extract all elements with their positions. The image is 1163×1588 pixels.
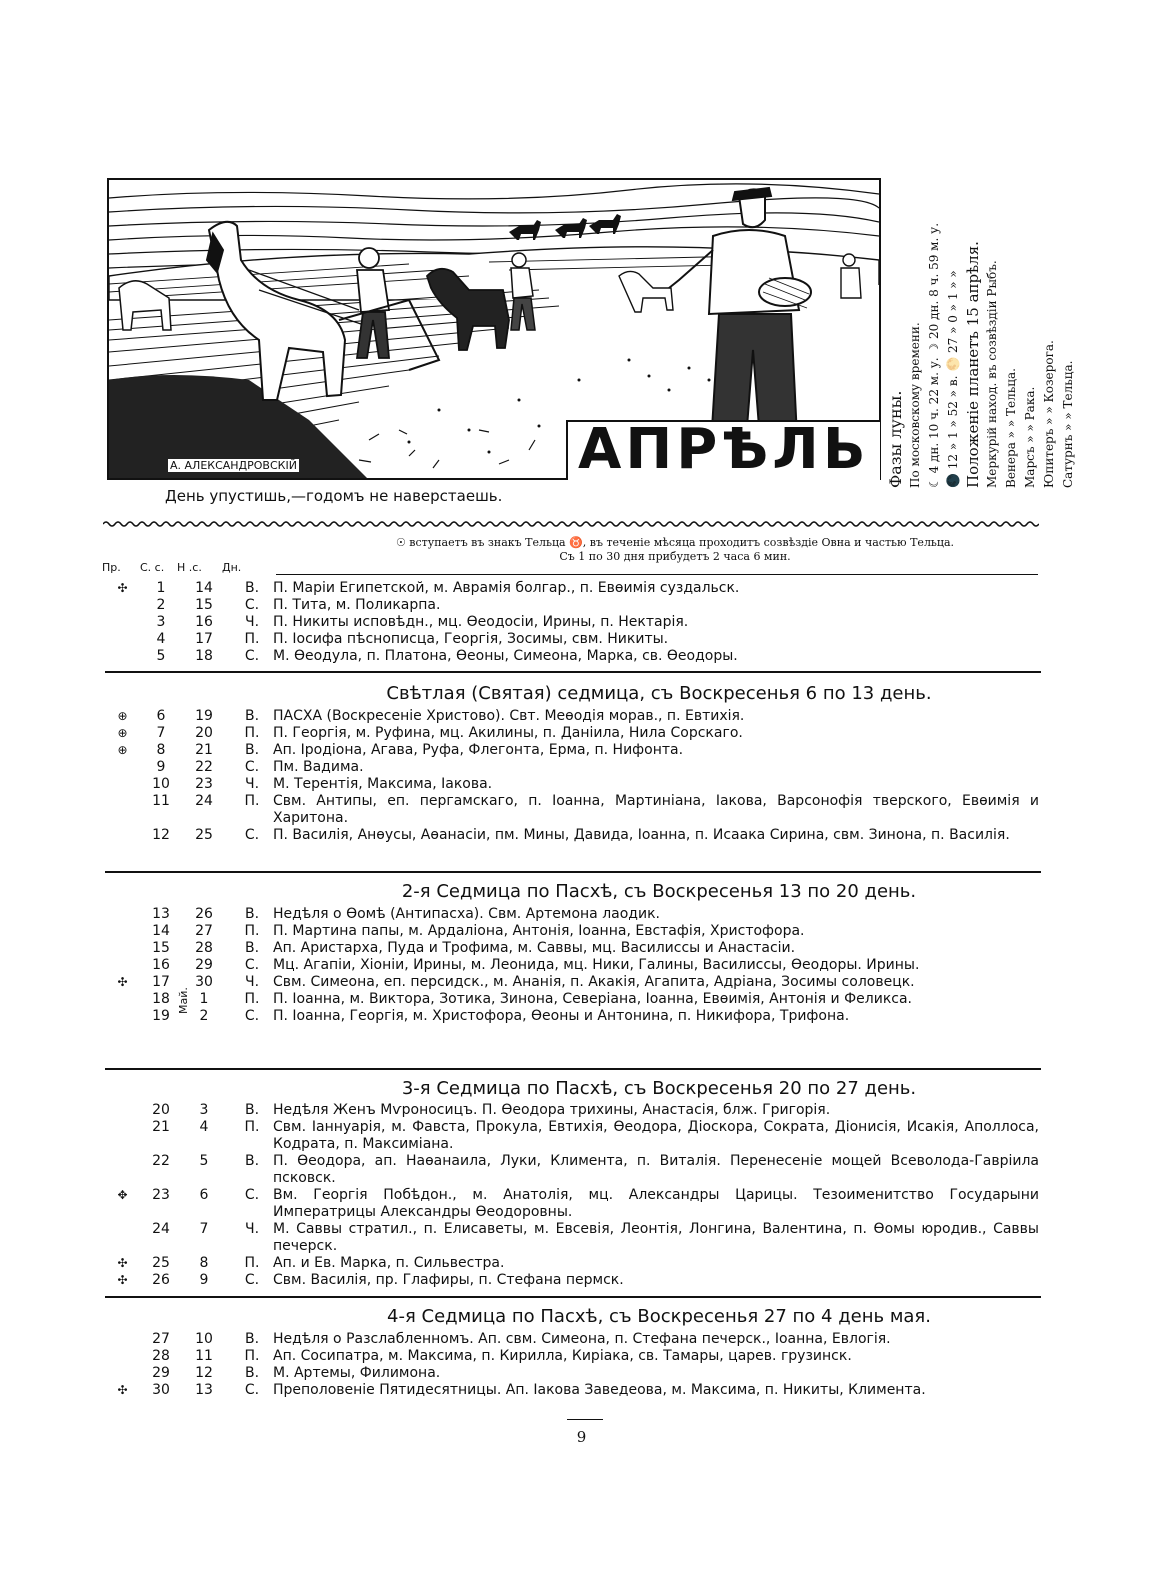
new-style-date: 11 (195, 1348, 213, 1364)
day-row (100, 1153, 1039, 1187)
old-style-date: 5 (156, 648, 166, 664)
old-style-date: 24 (152, 1221, 170, 1237)
month-title-box (566, 417, 880, 482)
day-row (100, 1221, 1039, 1255)
day-row (100, 614, 1039, 631)
page-number: 9 (576, 1428, 587, 1446)
new-style-date: 19 (195, 708, 213, 724)
day-marker (100, 597, 145, 614)
day-row (100, 1331, 1039, 1348)
weekday: В. (244, 1365, 260, 1381)
old-style-date: 2 (156, 597, 166, 613)
day-marker: ⊕ (117, 743, 128, 757)
saints-text: Недѣля Женъ Мѵроносицъ. П. Ѳеодора трихины, Анастасія, блж. Григорія. (273, 1102, 831, 1118)
phase-line-1: ☾ 4 дн. 10 ч. 22 м. у. ☽ 20 дн. 8 ч. 59 м. у. (927, 222, 941, 488)
old-style-date: 12 (152, 827, 170, 843)
old-style-date: 19 (152, 1008, 170, 1024)
day-marker: ✣ (117, 1256, 128, 1270)
weekday: Ч. (244, 614, 260, 630)
saints-text: П. Василія, Анѳусы, Аѳанасіи, пм. Мины, Давида, Іоанна, п. Исаака Сирина, свм. Зинона, п. Василія. (273, 827, 1010, 843)
new-style-date: 7 (199, 1221, 209, 1237)
weekday: С. (244, 957, 260, 973)
day-marker (100, 1221, 145, 1255)
day-row (100, 725, 1039, 742)
new-style-date: 16 (195, 614, 213, 630)
day-marker (100, 1153, 145, 1187)
new-style-date: 1 (199, 991, 209, 1007)
planet-line: Марсъ » » Рака. (1023, 386, 1037, 488)
new-style-date: 23 (195, 776, 213, 792)
weekday: П. (244, 631, 260, 647)
saints-text: Пм. Вадима. (273, 759, 364, 775)
new-style-date: 30 (195, 974, 213, 990)
day-row (100, 957, 1039, 974)
new-style-date: 5 (199, 1153, 209, 1169)
new-style-date: 20 (195, 725, 213, 741)
artist-signature: А. АЛЕКСАНДРОВСКІЙ (170, 459, 297, 472)
old-style-date: 14 (152, 923, 170, 939)
saints-text: Ап. и Ев. Марка, п. Сильвестра. (273, 1255, 505, 1271)
day-marker (100, 1348, 145, 1365)
may-label: Май. (177, 987, 190, 1014)
weekday: В. (244, 708, 260, 724)
day-row (100, 1382, 1039, 1399)
day-marker (100, 793, 145, 827)
weekday: П. (244, 1255, 260, 1271)
day-marker (100, 906, 145, 923)
days-block-5 (100, 1331, 1039, 1399)
weekday: С. (244, 1008, 260, 1024)
old-style-date: 17 (152, 974, 170, 990)
weekday: В. (244, 580, 260, 596)
new-style-date: 21 (195, 742, 213, 758)
old-style-date: 30 (152, 1382, 170, 1398)
day-marker: ⊕ (117, 709, 128, 723)
saints-text: П. Іоанна, м. Виктора, Зотика, Зинона, Северіана, Іоанна, Евѳимія, Антонія и Феликса. (273, 991, 912, 1007)
old-style-date: 4 (156, 631, 166, 647)
page-number-rule (567, 1419, 603, 1420)
weekday: П. (244, 923, 260, 939)
weekday: В. (244, 1153, 260, 1169)
day-row (100, 1255, 1039, 1272)
old-style-date: 1 (156, 580, 166, 596)
saints-text: М. Ѳеодула, п. Платона, Ѳеоны, Симеона, Марка, св. Ѳеодоры. (273, 648, 738, 664)
day-marker: ✣ (117, 1273, 128, 1287)
old-style-date: 11 (152, 793, 170, 809)
saints-text: Вм. Георгія Побѣдон., м. Анатолія, мц. Александры Царицы. Тезоименитство Государыни Императрицы Александры Ѳеодоровны. (273, 1187, 1039, 1220)
new-style-date: 26 (195, 906, 213, 922)
weekday: В. (244, 906, 260, 922)
old-style-date: 3 (156, 614, 166, 630)
new-style-date: 12 (195, 1365, 213, 1381)
old-style-date: 21 (152, 1119, 170, 1135)
day-marker (100, 940, 145, 957)
weekday: П. (244, 1348, 260, 1364)
week-title: Свѣтлая (Святая) седмица, съ Воскресенья 6 по 13 день. (386, 683, 932, 704)
day-marker (100, 648, 145, 665)
new-style-date: 22 (195, 759, 213, 775)
old-style-date: 7 (156, 725, 166, 741)
old-style-date: 13 (152, 906, 170, 922)
day-marker (100, 776, 145, 793)
weekday: С. (244, 1187, 260, 1203)
new-style-date: 6 (199, 1187, 209, 1203)
weekday: П. (244, 725, 260, 741)
day-marker: ✥ (117, 1188, 128, 1202)
day-row (100, 742, 1039, 759)
old-style-date: 10 (152, 776, 170, 792)
planets-title: Положеніе планетъ 15 апрѣля. (964, 241, 982, 488)
day-row (100, 708, 1039, 725)
new-style-date: 28 (195, 940, 213, 956)
day-marker (100, 957, 145, 974)
weekday: П. (244, 793, 260, 809)
column-header-dn: Дн. (222, 561, 242, 574)
weekday: В. (244, 940, 260, 956)
week-separator (105, 671, 1041, 673)
saints-text: Ап. Іродіона, Агава, Руфа, Флегонта, Ерма, п. Нифонта. (273, 742, 684, 758)
day-row (100, 906, 1039, 923)
sun-note-line-1: ☉ вступаетъ въ знакъ Тельца ♉, въ теченіе мѣсяца проходитъ созвѣздіе Овна и частью Тельца. (395, 536, 955, 549)
saints-text: П. Іосифа пѣснописца, Георгія, Зосимы, свм. Никиты. (273, 631, 669, 647)
new-style-date: 18 (195, 648, 213, 664)
days-block-2 (100, 708, 1039, 844)
planet-line: Юпитеръ » » Козерога. (1042, 340, 1056, 488)
day-row (100, 1348, 1039, 1365)
day-marker: ✣ (117, 1383, 128, 1397)
new-style-date: 14 (195, 580, 213, 596)
saints-text: Мц. Агапіи, Хіоніи, Ирины, м. Леонида, мц. Ники, Галины, Василиссы, Ѳеодоры. Ирины. (273, 957, 920, 973)
saints-text: М. Артемы, Филимона. (273, 1365, 441, 1381)
phases-title: Фазы луны. (886, 390, 905, 488)
day-row (100, 991, 1039, 1008)
day-marker: ✣ (117, 581, 128, 595)
weekday: Ч. (244, 974, 260, 990)
weekday: П. (244, 991, 260, 1007)
old-style-date: 15 (152, 940, 170, 956)
day-row (100, 1008, 1039, 1025)
saints-text: ПАСХА (Воскресеніе Христово). Свт. Меѳодія морав., п. Евтихія. (273, 708, 745, 724)
new-style-date: 4 (199, 1119, 209, 1135)
old-style-date: 29 (152, 1365, 170, 1381)
old-style-date: 26 (152, 1272, 170, 1288)
new-style-date: 10 (195, 1331, 213, 1347)
old-style-date: 22 (152, 1153, 170, 1169)
day-row (100, 1102, 1039, 1119)
day-marker (100, 614, 145, 631)
saints-text: М. Терентія, Максима, Іакова. (273, 776, 493, 792)
saints-text: П. Георгія, м. Руфина, мц. Акилины, п. Даніила, Нила Сорскаго. (273, 725, 743, 741)
column-header-ss: С. с. (140, 561, 165, 574)
weekday: С. (244, 597, 260, 613)
days-block-4 (100, 1102, 1039, 1289)
saints-text: Свм. Симеона, еп. персидск., м. Ананія, п. Акакія, Агапита, Адріана, Зосимы соловецк. (273, 974, 915, 990)
saints-text: Недѣля о Разслабленномъ. Ап. свм. Симеона, п. Стефана печерск., Іоанна, Евлогія. (273, 1331, 891, 1347)
planet-line: Сатурнъ » » Тельца. (1061, 360, 1075, 488)
day-marker (100, 1008, 145, 1025)
week-separator (105, 1068, 1041, 1070)
saints-text: Свм. Антипы, еп. пергамскаго, п. Іоанна, Мартиніана, Іакова, Варсонофія тверского, Евѳимія и Харитона. (273, 793, 1039, 826)
day-row (100, 974, 1039, 991)
weekday: С. (244, 759, 260, 775)
new-style-date: 27 (195, 923, 213, 939)
day-marker: ⊕ (117, 726, 128, 740)
sun-sign-note (305, 536, 1045, 564)
new-style-date: 2 (199, 1008, 209, 1024)
column-header-pr: Пр. (102, 561, 121, 574)
day-row (100, 776, 1039, 793)
old-style-date: 9 (156, 759, 166, 775)
day-marker (100, 923, 145, 940)
week-title: 3-я Седмица по Пасхѣ, съ Воскресенья 20 по 27 день. (401, 1078, 917, 1099)
old-style-date: 20 (152, 1102, 170, 1118)
day-marker (100, 1102, 145, 1119)
day-row (100, 1119, 1039, 1153)
old-style-date: 25 (152, 1255, 170, 1271)
planet-line: Меркурій наход. въ созвѣздіи Рыбъ. (985, 260, 999, 488)
day-row (100, 597, 1039, 614)
old-style-date: 16 (152, 957, 170, 973)
header-rule (276, 574, 1038, 575)
day-row (100, 759, 1039, 776)
old-style-date: 18 (152, 991, 170, 1007)
day-row (100, 827, 1039, 844)
weekday: С. (244, 1272, 260, 1288)
day-row (100, 793, 1039, 827)
week-title: 2-я Седмица по Пасхѣ, съ Воскресенья 13 по 20 день. (401, 881, 917, 902)
old-style-date: 27 (152, 1331, 170, 1347)
new-style-date: 17 (195, 631, 213, 647)
planet-line: Венера » » Тельца. (1004, 368, 1018, 488)
wavy-divider (103, 520, 1039, 528)
old-style-date: 8 (156, 742, 166, 758)
saints-text: Ап. Сосипатра, м. Максима, п. Кирилла, Киріака, св. Тамары, царев. грузинск. (273, 1348, 852, 1364)
weekday: С. (244, 648, 260, 664)
week-title: 4-я Седмица по Пасхѣ, съ Воскресенья 27 по 4 день мая. (387, 1306, 931, 1327)
moon-phases-panel (886, 170, 1075, 488)
saints-text: П. Маріи Египетской, м. Аврамія болгар., п. Евѳимія суздальск. (273, 580, 740, 596)
day-marker (100, 1331, 145, 1348)
days-block-1 (100, 580, 1039, 665)
week-separator (105, 871, 1041, 873)
saints-text: П. Мартина папы, м. Ардаліона, Антонія, Іоанна, Евстафія, Христофора. (273, 923, 805, 939)
new-style-date: 25 (195, 827, 213, 843)
old-style-date: 28 (152, 1348, 170, 1364)
saints-text: Свм. Василія, пр. Глафиры, п. Стефана пермск. (273, 1272, 624, 1288)
phase-line-2: 🌑 12 » 1 » 52 » в. 🌕 27 » 0 » 1 » » (946, 270, 960, 488)
new-style-date: 9 (199, 1272, 209, 1288)
day-row (100, 1187, 1039, 1221)
month-title: АПРѢЛЬ (578, 417, 870, 482)
day-marker (100, 1365, 145, 1382)
weekday: С. (244, 1382, 260, 1398)
new-style-date: 24 (195, 793, 213, 809)
weekday: В. (244, 742, 260, 758)
saints-text: П. Тита, м. Поликарпа. (273, 597, 441, 613)
new-style-date: 29 (195, 957, 213, 973)
old-style-date: 23 (152, 1187, 170, 1203)
old-style-date: 6 (156, 708, 166, 724)
saints-text: М. Саввы стратил., п. Елисаветы, м. Евсевія, Леонтія, Лонгина, Валентина, п. Ѳомы юродив., Саввы печерск. (273, 1221, 1039, 1254)
weekday: Ч. (244, 1221, 260, 1237)
days-block-3 (100, 906, 1039, 1025)
day-row (100, 631, 1039, 648)
saints-text: П. Іоанна, Георгія, м. Христофора, Ѳеоны и Антонина, п. Никифора, Трифона. (273, 1008, 850, 1024)
weekday: Ч. (244, 776, 260, 792)
weekday: П. (244, 1119, 260, 1135)
saints-text: П. Ѳеодора, ап. Наѳанаила, Луки, Климента, п. Виталія. Перенесеніе мощей Всеволода-Гавріила псковск. (273, 1153, 1039, 1186)
day-row (100, 940, 1039, 957)
proverb: День упустишь,—годомъ не наверстаешь. (165, 487, 503, 505)
new-style-date: 8 (199, 1255, 209, 1271)
weekday: В. (244, 1331, 260, 1347)
day-marker (100, 991, 145, 1008)
column-header-ns: Н .с. (177, 561, 202, 574)
phases-subtitle: По московскому времени. (908, 322, 922, 488)
sun-note-line-2: Съ 1 по 30 дня прибудетъ 2 часа 6 мин. (559, 550, 791, 563)
day-row (100, 1365, 1039, 1382)
day-row (100, 580, 1039, 597)
day-row (100, 923, 1039, 940)
saints-text: Ап. Аристарха, Пуда и Трофима, м. Саввы, мц. Василиссы и Анастасіи. (273, 940, 796, 956)
saints-text: П. Никиты исповѣдн., мц. Ѳеодосіи, Ирины, п. Нектарія. (273, 614, 689, 630)
saints-text: Преполовеніе Пятидесятницы. Ап. Іакова Заведеова, м. Максима, п. Никиты, Климента. (273, 1382, 926, 1398)
day-marker (100, 827, 145, 844)
new-style-date: 3 (199, 1102, 209, 1118)
weekday: С. (244, 827, 260, 843)
day-marker: ✣ (117, 975, 128, 989)
new-style-date: 15 (195, 597, 213, 613)
new-style-date: 13 (195, 1382, 213, 1398)
week-separator (105, 1296, 1041, 1298)
day-marker (100, 759, 145, 776)
saints-text: Свм. Іаннуарія, м. Фавста, Прокула, Евтихія, Ѳеодора, Діоскора, Сократа, Діонисія, Исакія, Аполлоса, Кодрата, п. Максиміана. (273, 1119, 1039, 1152)
saints-text: Недѣля о Ѳомѣ (Антипасха). Свм. Артемона лаодик. (273, 906, 660, 922)
day-marker (100, 631, 145, 648)
day-marker (100, 1119, 145, 1153)
day-row (100, 648, 1039, 665)
day-row (100, 1272, 1039, 1289)
weekday: В. (244, 1102, 260, 1118)
